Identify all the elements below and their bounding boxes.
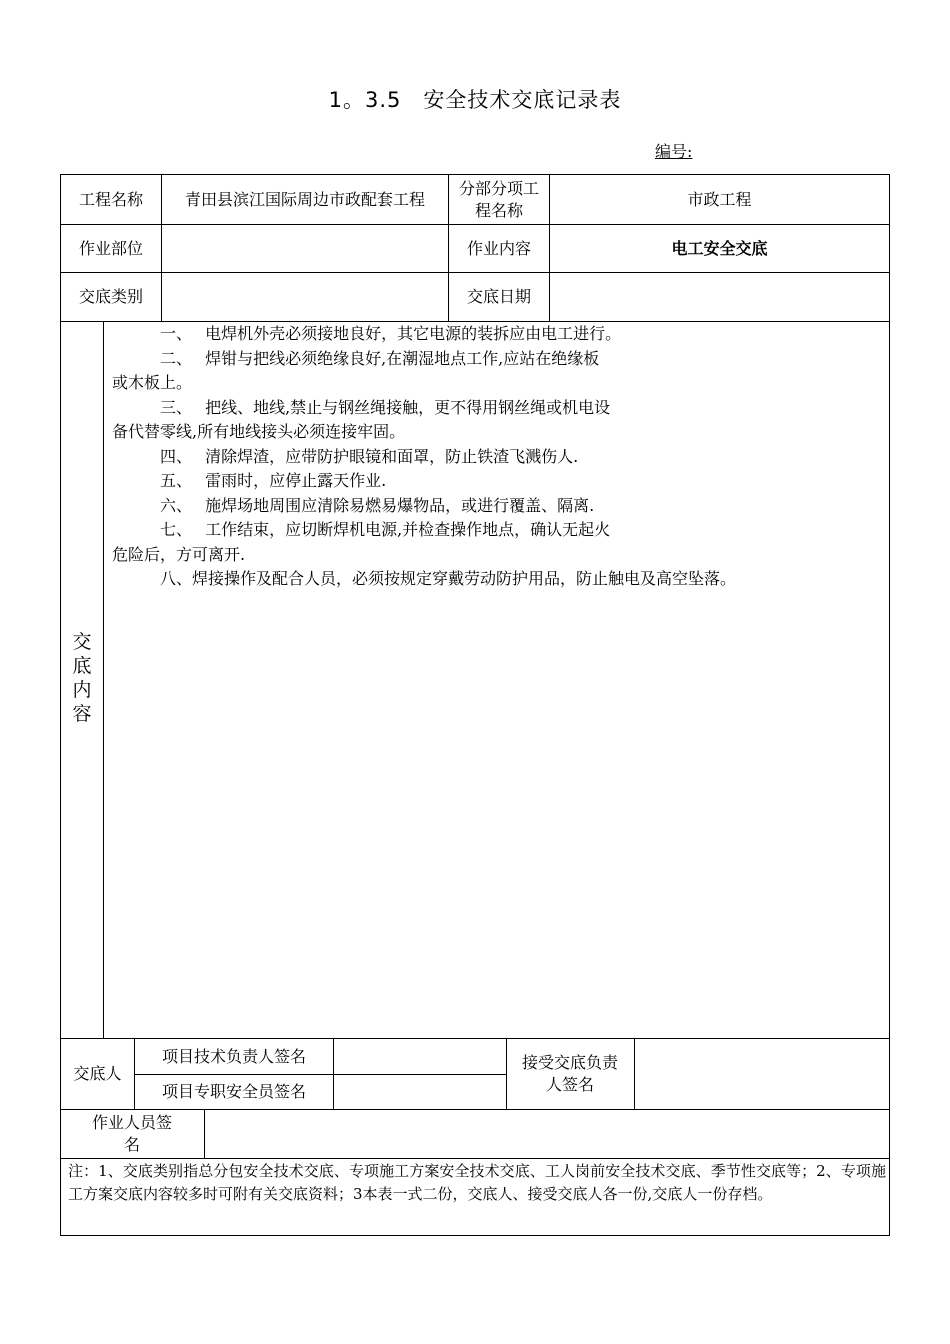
col-divider xyxy=(103,321,104,1038)
work-content-label: 作业内容 xyxy=(466,238,531,258)
row-divider xyxy=(60,1158,890,1159)
content-label-text: 交底内容 xyxy=(72,631,92,725)
content-line: 一、 电焊机外壳必须接地良好，其它电源的装拆应由电工进行。 xyxy=(160,324,622,343)
footnote: 注：1、交底类别指总分包安全技术交底、专项施工方案安全技术交底、工人岗前安全技术交底、季节性交底等；2、专项施工方案交底内容较多时可附有关交底资料；3本表一式二份，交底人、接受交底人各一份,交底人一份存档。 xyxy=(68,1162,886,1203)
workers-signature-label: 作业人员签名 xyxy=(91,1113,172,1154)
content-line: 六、 施焊场地周围应清除易燃易爆物品，或进行覆盖、隔离. xyxy=(160,495,595,515)
page-title: 1。3.5 安全技术交底记录表 xyxy=(328,88,622,112)
project-name-label: 工程名称 xyxy=(78,189,143,209)
briefing-content xyxy=(112,322,882,592)
doc-number-label: 编号: xyxy=(655,142,693,161)
row-divider xyxy=(60,1109,890,1110)
work-content-value: 电工安全交底 xyxy=(671,238,768,258)
briefer-label: 交底人 xyxy=(73,1064,122,1083)
tech-lead-signature-label: 项目技术负责人签名 xyxy=(161,1046,306,1066)
col-divider xyxy=(506,1038,507,1109)
content-line: 四、 清除焊渣，应带防护眼镜和面罩，防止铁渣飞溅伤人. xyxy=(160,446,579,466)
content-line: 备代替零线,所有地线接头必须连接牢固。 xyxy=(112,422,406,441)
content-label xyxy=(62,630,102,726)
content-line: 五、 雷雨时，应停止露天作业. xyxy=(160,471,387,490)
sub-project-label: 分部分项工程名称 xyxy=(458,178,539,220)
work-location-label: 作业部位 xyxy=(78,238,143,258)
content-line: 三、 把线、地线,禁止与钢丝绳接触，更不得用钢丝绳或机电设 xyxy=(160,397,611,417)
project-name-value: 青田县滨江国际周边市政配套工程 xyxy=(184,189,425,209)
col-divider xyxy=(204,1109,205,1158)
col-divider xyxy=(333,1038,334,1109)
sub-project-value: 市政工程 xyxy=(687,189,752,209)
receiver-signature-label: 接受交底负责人签名 xyxy=(521,1053,618,1094)
safety-officer-signature-label: 项目专职安全员签名 xyxy=(161,1082,306,1101)
content-line: 八、焊接操作及配合人员，必须按规定穿戴劳动防护用品，防止触电及高空坠落。 xyxy=(160,569,737,588)
content-line: 七、 工作结束，应切断焊机电源,并检查操作地点，确认无起火 xyxy=(160,520,611,539)
col-divider xyxy=(161,174,162,321)
briefing-date-label: 交底日期 xyxy=(466,287,531,306)
content-line: 或木板上。 xyxy=(112,373,193,392)
content-line: 危险后，方可离开. xyxy=(112,544,246,564)
content-line: 二、 焊钳与把线必须绝缘良好,在潮湿地点工作,应站在绝缘板 xyxy=(160,348,600,368)
briefing-type-label: 交底类别 xyxy=(78,287,143,306)
col-divider xyxy=(634,1038,635,1109)
